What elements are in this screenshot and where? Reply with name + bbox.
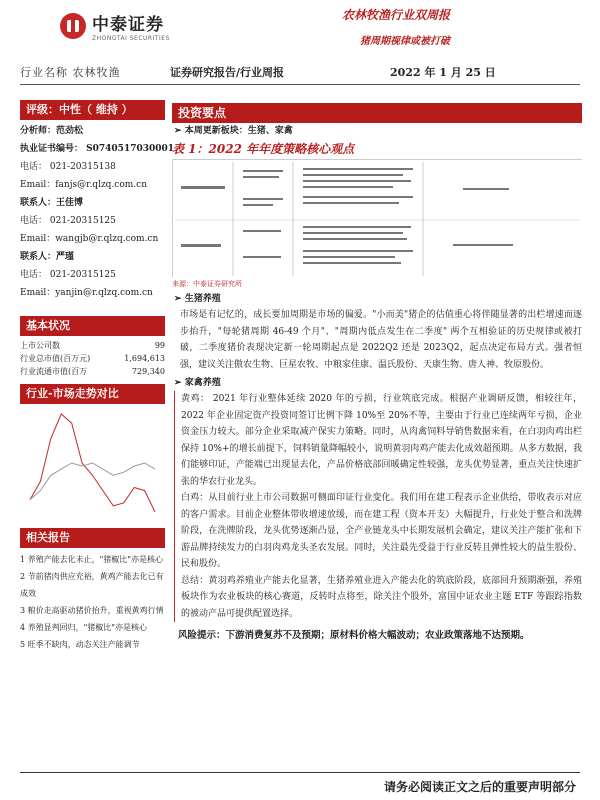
footer-divider <box>20 772 580 773</box>
risk-warning: 风险提示：下游消费复苏不及预期；原材料价格大幅波动；农业政策落地不达预期。 <box>178 630 530 641</box>
report-type: 证券研究报告/行业周报 <box>170 66 285 79</box>
contact-email[interactable]: Email：wangjb@r.qlzq.com.cn <box>20 234 159 244</box>
trend-chart-svg <box>20 404 165 522</box>
logo-name-en: ZHONGTAI SECURITIES <box>92 35 170 42</box>
stat-row: 行业总市值(百万元) 1,694,613 <box>20 354 165 363</box>
disclaimer-note: 请务必阅读正文之后的重要声明部分 <box>383 780 576 794</box>
analyst-phone: 电话： 021-20315138 <box>20 162 116 172</box>
report-subtitle: 猪周期视律或被打破 <box>360 36 450 47</box>
trend-heading: 行业-市场走势对比 <box>20 384 165 404</box>
yellow-chicken-paragraph: 黄鸡： 2021 年行业整体延续 2020 年的亏损，行业筑底完成。根据产业调研反馈，相较往年，2022 年企业固定资产投资同签订比例下降 10%至 20%不等，主要由于行业已连续两年亏损，企业资金压力较大。部分企业采取减产保实力策略。同时，从肉禽饲料导销售数据来看，在白羽肉鸡出栏保持 10%+的增长前提下，饲料销量降幅较小，说明黄羽肉鸡产能去化成效超预期。从多方数据，我们能够印证，产能端已出现显去化，产品价格底部回暖确定性较强，龙头优势显著，重点关注快速扩张的华农行业龙头。 <box>181 394 582 487</box>
white-chicken-paragraph: 白鸡：从目前行业上市公司数据可侧面印证行业变化。我们用在建工程表示企业供给，带收表示对应的客户需求。目前企业整体带收增速放缓，而在建工程（资本开支）大幅提升，行业处于整合和洗牌阶段，在洗牌阶段，龙头优势逐渐凸显，全产业链龙头中长期发展机会确定，建议关注产能扩张和下游品牌持续发力的白羽肉鸡龙头圣农发展。同时，关注最先受益于行业反转且弹性较大的益生股份、民和股份。 <box>181 493 582 569</box>
pig-section-title: ➢ 生猪养殖 <box>174 294 221 304</box>
related-report-link[interactable]: 1 养殖产能去化未止，"猪椒比"亦是核心 <box>20 555 163 564</box>
poultry-section-title: ➢ 家禽养殖 <box>174 378 221 388</box>
related-reports-heading: 相关报告 <box>20 528 165 548</box>
analyst-cert: 执业证书编号： S0740517030001 <box>20 144 175 154</box>
trend-series-line <box>30 463 155 500</box>
strategy-table-image <box>172 159 582 277</box>
contact-name: 联系人：王佳博 <box>20 198 84 208</box>
contact-email[interactable]: Email：yanjin@r.qlzq.com.cn <box>20 288 153 298</box>
analyst-name: 分析师：范劲松 <box>20 126 84 136</box>
page-footer <box>0 772 600 800</box>
section-update: ➢ 本周更新板块：生猪、家禽 <box>174 126 293 136</box>
contact-phone: 电话： 021-20315125 <box>20 270 116 280</box>
trend-chart <box>20 404 165 522</box>
key-points-heading: 投资要点 <box>172 103 582 123</box>
analyst-email[interactable]: Email：fanjs@r.qlzq.com.cn <box>20 180 147 190</box>
basic-info-heading: 基本状况 <box>20 316 165 336</box>
table-source: 来源：中泰证券研究所 <box>172 280 242 288</box>
related-report-link[interactable]: 5 旺季不缺肉，动态关注产能调节 <box>20 640 140 649</box>
pig-paragraph: 市场是有记忆的，成长要加周期是市场的偏爱。"小而美"猪企的估值重心将伴随显著的出栏增速而逐步抬升，"每轮猪周期 46-49 个月"、"周期内低点发生在二季度" 两个互相验证的历史规律或被打破，二季度猪价表现决定新一轮周期起点是 2022Q2 还是 2023Q2，起点决定布局方式。强者恒强，建议关注傲农生物、巨星农牧、中粮家佳康、温氏股份、天康生物、唐人神、牧原股份。 <box>180 310 582 370</box>
report-title: 农林牧渔行业双周报 <box>341 8 450 22</box>
meta-bar <box>20 62 496 80</box>
rating-badge: 评级：中性（ 维持 ） <box>20 100 165 120</box>
contact-name: 联系人：严瑾 <box>20 252 75 262</box>
stat-row: 行业流通市值(百万 729,340 <box>20 367 165 376</box>
logo-name-cn: 中泰证券 <box>92 15 164 35</box>
page-header <box>0 0 600 50</box>
logo-mark-icon <box>60 13 86 39</box>
industry-name: 行业名称 农林牧渔 <box>20 66 121 79</box>
company-logo <box>60 10 170 42</box>
sidebar <box>20 100 175 653</box>
stat-row: 上市公司数 99 <box>20 341 165 350</box>
report-date: 2022 年 1 月 25 日 <box>390 66 496 79</box>
related-report-link[interactable]: 3 粮价走高驱动猪价抬升，重视黄鸡行情 <box>20 606 164 615</box>
main-content <box>172 103 582 641</box>
divider <box>20 84 580 85</box>
strategy-table-graphic <box>173 160 583 278</box>
related-report-link[interactable]: 4 养殖显判回归，"猪椒比"亦是核心 <box>20 623 147 632</box>
related-report-link[interactable]: 2 节前猪肉供应充裕，黄鸡产能去化已有成效 <box>20 572 164 598</box>
table-title: 表 1：2022 年年度策略核心观点 <box>172 142 355 156</box>
contact-phone: 电话： 021-20315125 <box>20 216 116 226</box>
summary-paragraph: 总结：黄羽鸡养殖业产能去化显著，生猪养殖业进入产能去化的筑底阶段，底部回升预期渐强，养殖板块作为农业板块的核心赛道，反转时点将至，除关注个股外，富国中证农业主题 ETF 等跟踪指数的被动产品可提供配置选择。 <box>181 575 582 619</box>
